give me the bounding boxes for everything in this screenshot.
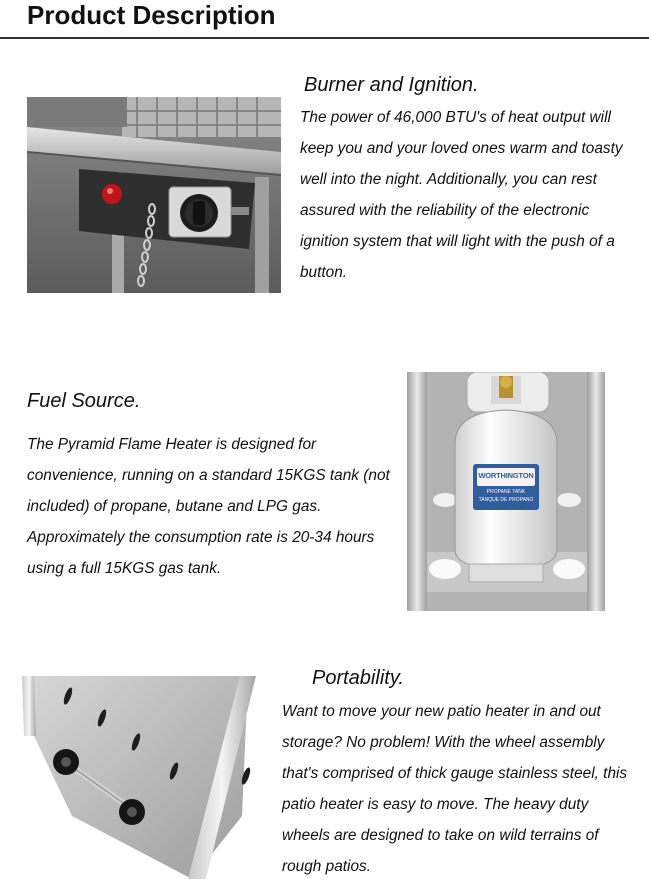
tank-label-line3: TANQUE DE PROPANO <box>478 497 534 503</box>
burner-ignition-illustration <box>27 97 281 293</box>
section-body-portability: Want to move your new patio heater in and out storage? No problem! With the wheel assembly that's comprised of thick gauge stainless steel, this patio heater is easy to move. The heavy duty wheels are designed to take on wild terrains of rough patios. <box>282 703 628 875</box>
propane-tank-image <box>407 372 605 611</box>
wheel-assembly-illustration <box>16 676 262 879</box>
tank-label-line2: PROPANE TANK <box>486 489 526 495</box>
tank-brand-label: WORTHINGTON <box>478 471 534 480</box>
section-heading-fuel: Fuel Source. <box>27 390 141 412</box>
section-heading-burner: Burner and Ignition. <box>304 74 479 96</box>
section-body-burner: The power of 46,000 BTU's of heat output will keep you and your loved ones warm and toasty well into the night. Additionally, you can rest assured with the reliability of the electronic ignition system that will light with the push of a button. <box>300 109 623 281</box>
title-divider <box>0 37 649 39</box>
section-heading-portability: Portability. <box>312 667 404 689</box>
wheel-assembly-image <box>16 676 262 879</box>
page-title: Product Description <box>27 0 276 30</box>
burner-ignition-image <box>27 97 281 293</box>
section-body-fuel: The Pyramid Flame Heater is designed for convenience, running on a standard 15KGS tank (not included) of propane, butane and LPG gas. Approximately the consumption rate is 20-34 hours using a full 15KGS gas tank. <box>27 436 390 577</box>
